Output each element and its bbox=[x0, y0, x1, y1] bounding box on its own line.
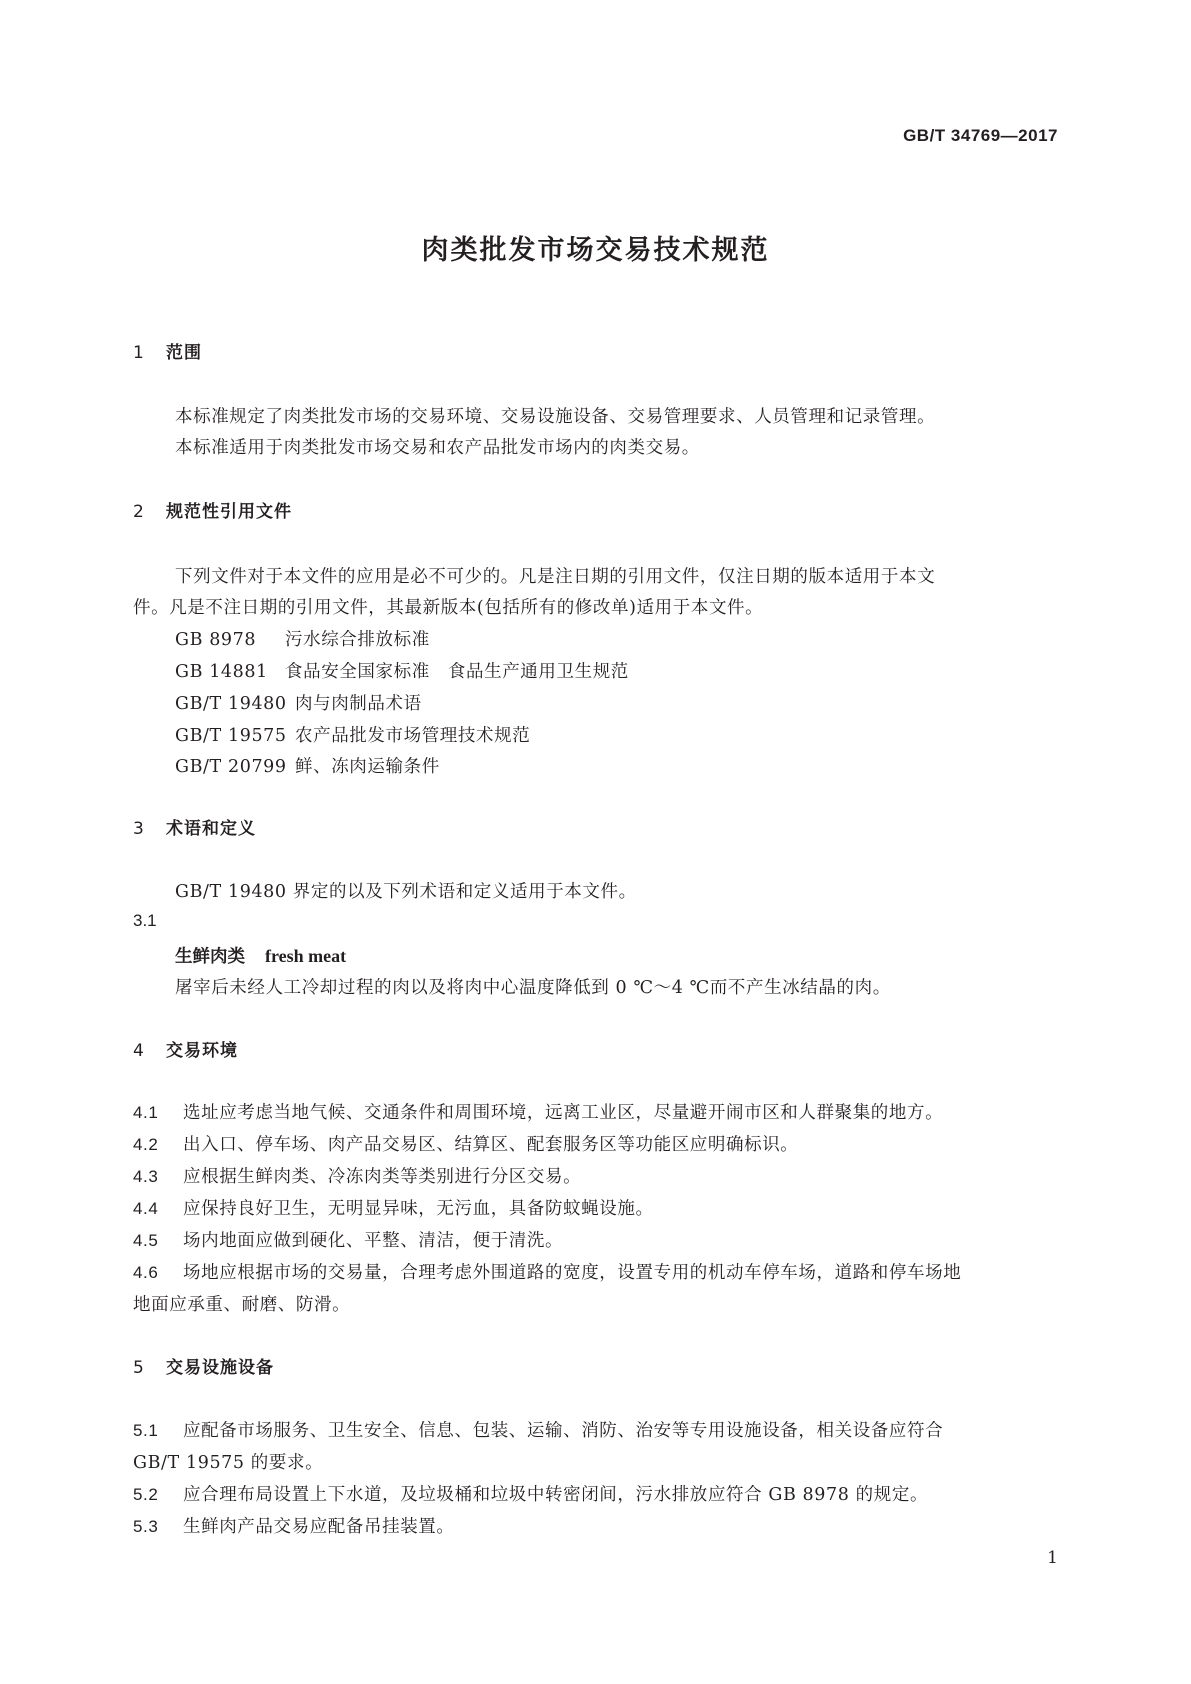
paragraph: 下列文件对于本文件的应用是必不可少的。凡是注日期的引用文件，仅注日期的版本适用于本文 bbox=[175, 567, 936, 587]
clause-text: 应配备市场服务、卫生安全、信息、包装、运输、消防、治安等专用设施设备，相关设备应符合 bbox=[183, 1421, 944, 1441]
clause-number: 4.6 bbox=[133, 1263, 159, 1282]
paragraph: 本标准适用于肉类批发市场交易和农产品批发市场内的肉类交易。 bbox=[175, 438, 700, 458]
clause-text: 场地应根据市场的交易量，合理考虑外围道路的宽度，设置专用的机动车停车场，道路和停车场地 bbox=[183, 1263, 962, 1283]
reference-name: 肉与肉制品术语 bbox=[295, 694, 422, 714]
section-title: 术语和定义 bbox=[166, 819, 256, 839]
section-title: 范围 bbox=[166, 343, 202, 363]
term-chinese: 生鲜肉类 bbox=[175, 947, 245, 967]
subclause-number: 3.1 bbox=[133, 911, 157, 930]
section-title: 规范性引用文件 bbox=[166, 502, 292, 522]
page-number: 1 bbox=[1047, 1548, 1058, 1568]
reference-code: GB 8978 bbox=[175, 630, 257, 650]
standard-code: GB/T 34769—2017 bbox=[903, 126, 1058, 145]
section-5-heading bbox=[133, 1353, 274, 1378]
section-2-heading bbox=[133, 497, 292, 522]
reference-name: 鲜、冻肉运输条件 bbox=[295, 757, 440, 777]
clause-number: 4.1 bbox=[133, 1103, 159, 1122]
paragraph: 本标准规定了肉类批发市场的交易环境、交易设施设备、交易管理要求、人员管理和记录管理。 bbox=[175, 407, 936, 427]
clause-item bbox=[133, 1131, 798, 1156]
reference-name: 农产品批发市场管理技术规范 bbox=[295, 726, 531, 746]
clause-continuation: GB/T 19575 的要求。 bbox=[133, 1453, 324, 1473]
section-title: 交易环境 bbox=[166, 1041, 238, 1061]
reference-item bbox=[175, 753, 440, 778]
section-title: 交易设施设备 bbox=[166, 1358, 274, 1378]
clause-text: 生鲜肉产品交易应配备吊挂装置。 bbox=[183, 1517, 455, 1537]
clause-text: 出入口、停车场、肉产品交易区、结算区、配套服务区等功能区应明确标识。 bbox=[183, 1135, 799, 1155]
section-number: 5 bbox=[133, 1358, 145, 1378]
clause-number: 5.1 bbox=[133, 1421, 159, 1440]
clause-item bbox=[133, 1513, 455, 1538]
section-3-heading bbox=[133, 814, 256, 839]
clause-number: 5.2 bbox=[133, 1485, 159, 1504]
paragraph: GB/T 19480 界定的以及下列术语和定义适用于本文件。 bbox=[175, 882, 637, 902]
reference-code: GB 14881 bbox=[175, 662, 268, 682]
clause-item bbox=[133, 1259, 961, 1284]
clause-text: 选址应考虑当地气候、交通条件和周围环境，远离工业区，尽量避开闹市区和人群聚集的地方。 bbox=[183, 1103, 944, 1123]
section-number: 2 bbox=[133, 502, 145, 522]
section-4-heading bbox=[133, 1036, 238, 1061]
clause-item bbox=[133, 1163, 581, 1188]
reference-item bbox=[175, 658, 629, 683]
section-number: 1 bbox=[133, 343, 145, 363]
clause-text: 应保持良好卫生，无明显异味，无污血，具备防蚊蝇设施。 bbox=[183, 1199, 654, 1219]
clause-item bbox=[133, 1099, 943, 1124]
page-title: 肉类批发市场交易技术规范 bbox=[421, 235, 770, 266]
reference-item bbox=[175, 626, 430, 651]
clause-text: 应根据生鲜肉类、冷冻肉类等类别进行分区交易。 bbox=[183, 1167, 582, 1187]
reference-code: GB/T 19575 bbox=[175, 726, 287, 746]
clause-item bbox=[133, 1417, 943, 1442]
clause-item bbox=[133, 1227, 563, 1252]
reference-item bbox=[175, 690, 422, 715]
section-number: 4 bbox=[133, 1041, 145, 1061]
paragraph: 件。凡是不注日期的引用文件，其最新版本(包括所有的修改单)适用于本文件。 bbox=[133, 598, 764, 618]
clause-number: 4.3 bbox=[133, 1167, 159, 1186]
term-entry bbox=[175, 943, 346, 968]
clause-number: 4.4 bbox=[133, 1199, 159, 1218]
section-1-heading bbox=[133, 338, 202, 363]
reference-code: GB/T 20799 bbox=[175, 757, 287, 777]
clause-text: 场内地面应做到硬化、平整、清洁，便于清洗。 bbox=[183, 1231, 564, 1251]
reference-name: 食品安全国家标准 食品生产通用卫生规范 bbox=[285, 662, 629, 682]
clause-number: 4.5 bbox=[133, 1231, 159, 1250]
reference-code: GB/T 19480 bbox=[175, 694, 287, 714]
clause-number: 5.3 bbox=[133, 1517, 159, 1536]
reference-item bbox=[175, 722, 530, 747]
clause-item bbox=[133, 1481, 928, 1506]
clause-continuation: 地面应承重、耐磨、防滑。 bbox=[133, 1295, 351, 1315]
clause-item bbox=[133, 1195, 654, 1220]
clause-text: 应合理布局设置上下水道，及垃圾桶和垃圾中转密闭间，污水排放应符合 GB 8978 的规定。 bbox=[183, 1485, 929, 1505]
reference-name: 污水综合排放标准 bbox=[285, 630, 430, 650]
section-number: 3 bbox=[133, 819, 145, 839]
term-english: fresh meat bbox=[265, 946, 347, 966]
term-definition: 屠宰后未经人工冷却过程的肉以及将肉中心温度降低到 0 ℃～4 ℃而不产生冰结晶的肉。 bbox=[175, 978, 891, 998]
clause-number: 4.2 bbox=[133, 1135, 159, 1154]
